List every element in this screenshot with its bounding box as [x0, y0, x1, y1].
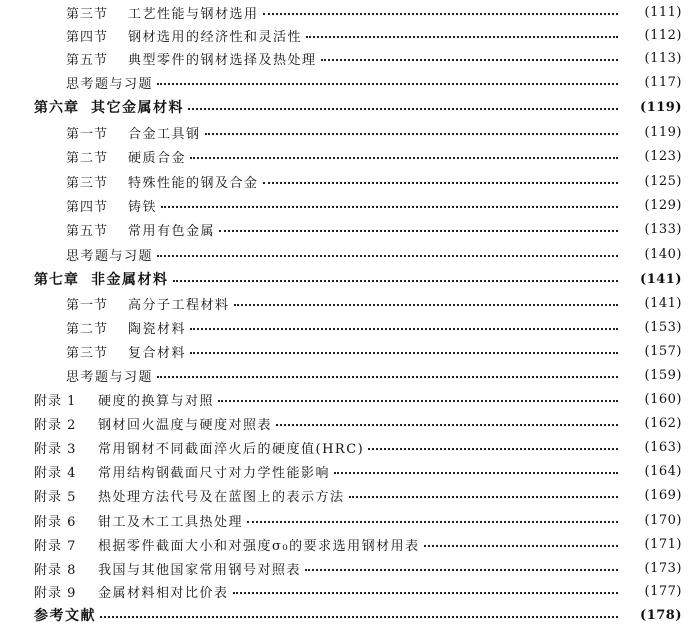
- dot-leader: [334, 472, 618, 474]
- entry-label: 附录 7: [34, 538, 77, 554]
- entry-page-number: (119): [640, 99, 682, 115]
- toc-entry-appendix: [0, 436, 692, 458]
- dot-leader: [157, 83, 618, 85]
- dot-leader: [349, 496, 618, 498]
- entry-page-number: (141): [640, 271, 682, 287]
- entry-title: 思考题与习题: [66, 248, 154, 264]
- entry-page-number: (117): [644, 74, 682, 90]
- entry-page-number: (160): [644, 391, 682, 407]
- toc-entry-section: [0, 145, 692, 167]
- dot-leader: [100, 616, 618, 618]
- entry-label: 附录 1: [34, 393, 77, 409]
- entry-label: 第四节: [66, 199, 109, 215]
- dot-leader: [190, 328, 618, 330]
- toc-entry-exercise: [0, 71, 692, 93]
- entry-label: 第五节: [66, 52, 109, 68]
- toc-entry-section: [0, 292, 692, 314]
- dot-leader: [321, 59, 618, 61]
- toc-entry-appendix: [0, 460, 692, 482]
- entry-title: 常用结构钢截面尺寸对力学性能影响: [98, 465, 331, 481]
- dot-leader: [188, 108, 618, 110]
- entry-title: 热处理方法代号及在蓝图上的表示方法: [98, 489, 345, 505]
- entry-title: 硬质合金: [128, 150, 187, 166]
- entry-label: 第二节: [66, 321, 109, 337]
- entry-page-number: (171): [644, 536, 682, 552]
- dot-leader: [234, 304, 618, 306]
- toc-entry-section: [0, 47, 692, 69]
- entry-page-number: (111): [644, 4, 682, 20]
- entry-page-number: (164): [644, 463, 682, 479]
- entry-title: 思考题与习题: [66, 369, 154, 385]
- entry-page-number: (170): [644, 512, 682, 528]
- entry-label: 附录 9: [34, 585, 77, 601]
- toc-entry-section: [0, 121, 692, 143]
- entry-page-number: (133): [644, 221, 682, 237]
- entry-page-number: (125): [644, 173, 682, 189]
- entry-page-number: (163): [644, 439, 682, 455]
- toc-entry-chapter: [0, 96, 692, 118]
- entry-title: 参考文献: [34, 608, 96, 624]
- entry-page-number: (113): [644, 50, 682, 66]
- dot-leader: [219, 230, 618, 232]
- toc-entry-appendix: [0, 557, 692, 579]
- dot-leader: [263, 182, 618, 184]
- entry-label: 第七章: [34, 272, 79, 288]
- toc-entry-section: [0, 24, 692, 46]
- toc-entry-appendix: [0, 412, 692, 434]
- entry-title: 钢材选用的经济性和灵活性: [128, 29, 303, 45]
- entry-title: 常用钢材不同截面淬火后的硬度值(HRC): [98, 441, 365, 457]
- dot-leader: [190, 352, 618, 354]
- toc-entry-section: [0, 1, 692, 23]
- entry-page-number: (112): [644, 27, 682, 43]
- entry-label: 附录 6: [34, 514, 77, 530]
- entry-label: 第三节: [66, 6, 109, 22]
- dot-leader: [173, 280, 619, 282]
- entry-page-number: (141): [644, 295, 682, 311]
- entry-label: 第四节: [66, 29, 109, 45]
- entry-label: 附录 2: [34, 417, 77, 433]
- toc-entry-appendix: [0, 388, 692, 410]
- dot-leader: [190, 157, 618, 159]
- toc-entry-section: [0, 194, 692, 216]
- toc-entry-appendix: [0, 580, 692, 602]
- toc-entry-section: [0, 316, 692, 338]
- entry-title: 我国与其他国家常用钢号对照表: [98, 562, 302, 578]
- entry-title: 其它金属材料: [91, 100, 184, 116]
- dot-leader: [233, 592, 618, 594]
- entry-title: 硬度的换算与对照: [98, 393, 215, 409]
- dot-leader: [306, 36, 618, 38]
- entry-label: 第六章: [34, 100, 79, 116]
- entry-label: 附录 4: [34, 465, 77, 481]
- toc-entry-chapter: [0, 268, 692, 290]
- entry-page-number: (177): [644, 583, 682, 599]
- entry-page-number: (140): [644, 246, 682, 262]
- toc-entry-section: [0, 170, 692, 192]
- entry-label: 第一节: [66, 126, 109, 142]
- entry-page-number: (157): [644, 343, 682, 359]
- entry-title: 根据零件截面大小和对强度σ₀的要求选用钢材用表: [98, 538, 420, 554]
- entry-page-number: (123): [644, 148, 682, 164]
- entry-title: 非金属材料: [91, 272, 169, 288]
- entry-page-number: (178): [640, 607, 682, 623]
- toc-entry-section: [0, 218, 692, 240]
- entry-label: 第三节: [66, 175, 109, 191]
- entry-title: 合金工具钢: [128, 126, 201, 142]
- entry-title: 高分子工程材料: [128, 297, 230, 313]
- dot-leader: [247, 521, 618, 523]
- entry-label: 附录 5: [34, 489, 77, 505]
- dot-leader: [157, 376, 618, 378]
- entry-title: 陶瓷材料: [128, 321, 187, 337]
- entry-title: 常用有色金属: [128, 223, 216, 239]
- entry-page-number: (159): [644, 367, 682, 383]
- entry-label: 第五节: [66, 223, 109, 239]
- entry-page-number: (169): [644, 487, 682, 503]
- entry-page-number: (129): [644, 197, 682, 213]
- entry-title: 特殊性能的钢及合金: [128, 175, 259, 191]
- dot-leader: [161, 206, 618, 208]
- entry-page-number: (153): [644, 319, 682, 335]
- entry-title: 铸铁: [128, 199, 158, 215]
- dot-leader: [205, 133, 618, 135]
- entry-label: 附录 3: [34, 441, 77, 457]
- entry-label: 第二节: [66, 150, 109, 166]
- dot-leader: [276, 424, 618, 426]
- toc-entry-appendix: [0, 533, 692, 555]
- dot-leader: [424, 545, 618, 547]
- entry-title: 钢材回火温度与硬度对照表: [98, 417, 273, 433]
- entry-title: 金属材料相对比价表: [98, 585, 229, 601]
- entry-title: 复合材料: [128, 345, 187, 361]
- entry-label: 第三节: [66, 345, 109, 361]
- entry-title: 思考题与习题: [66, 76, 154, 92]
- dot-leader: [157, 255, 618, 257]
- dot-leader: [368, 448, 618, 450]
- dot-leader: [218, 400, 618, 402]
- entry-title: 工艺性能与钢材选用: [128, 6, 259, 22]
- toc-entry-refs: [0, 604, 692, 626]
- dot-leader: [263, 13, 618, 15]
- entry-label: 附录 8: [34, 562, 77, 578]
- toc-entry-exercise: [0, 243, 692, 265]
- toc-entry-appendix: [0, 484, 692, 506]
- dot-leader: [305, 569, 618, 571]
- toc-entry-section: [0, 340, 692, 362]
- entry-page-number: (162): [644, 415, 682, 431]
- entry-page-number: (173): [644, 560, 682, 576]
- entry-title: 典型零件的钢材选择及热处理: [128, 52, 317, 68]
- entry-label: 第一节: [66, 297, 109, 313]
- entry-page-number: (119): [644, 124, 682, 140]
- toc-entry-appendix: [0, 509, 692, 531]
- toc-entry-exercise: [0, 364, 692, 386]
- entry-title: 钳工及木工工具热处理: [98, 514, 244, 530]
